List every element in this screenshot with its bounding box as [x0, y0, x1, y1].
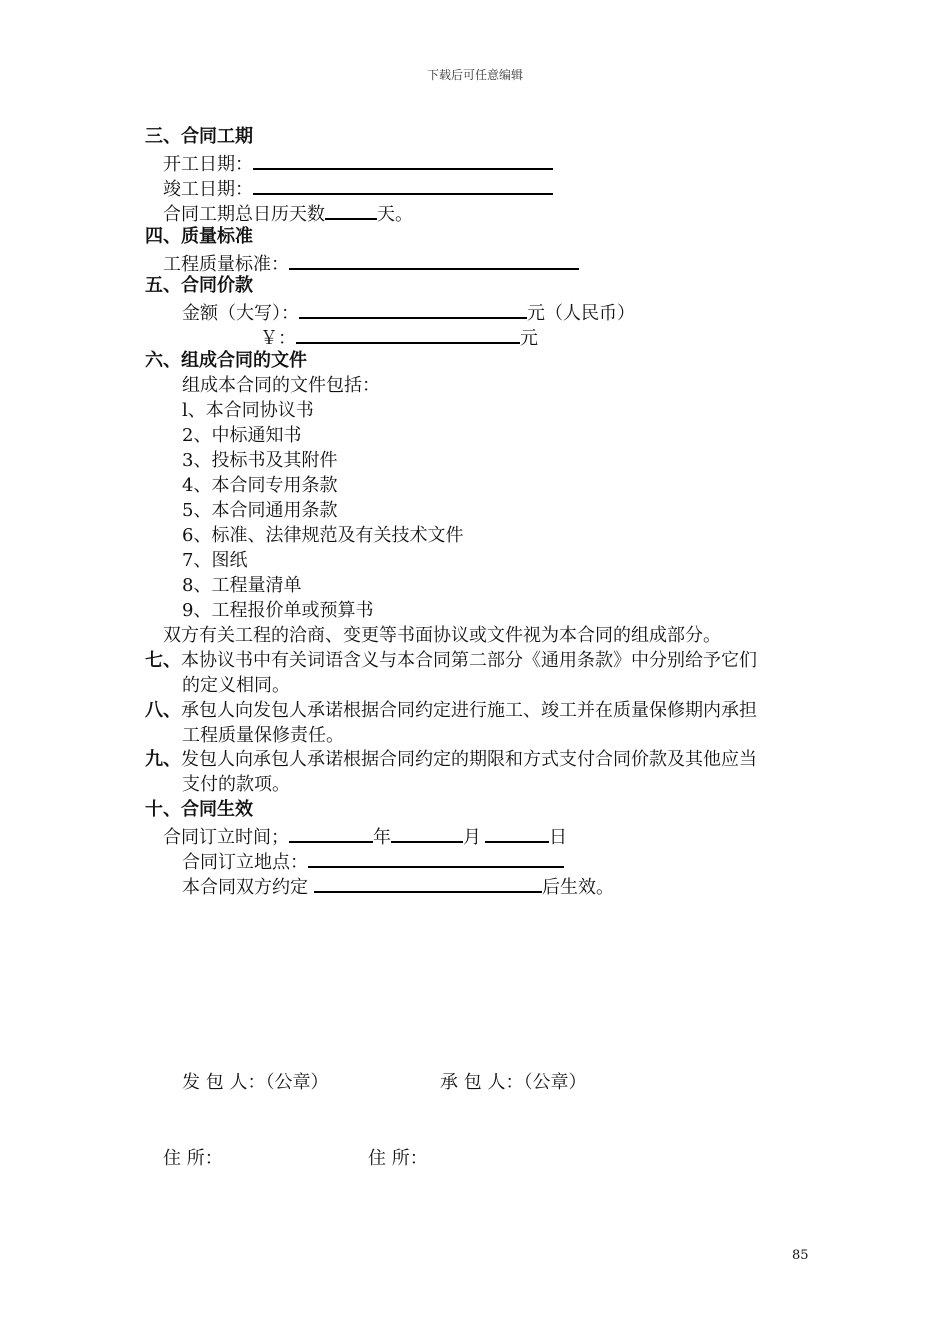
contractor-seal: 承 包 人：（公章）: [440, 1072, 587, 1093]
effective-row: [182, 873, 614, 900]
total-days-blank[interactable]: [325, 200, 377, 220]
sign-date-label: 合同订立时间；: [163, 827, 289, 848]
header-note: 下载后可任意编辑: [426, 68, 523, 82]
document-item: 7、图纸: [182, 550, 248, 571]
effective-label: 本合同双方约定: [182, 877, 308, 898]
sign-place-row: [182, 848, 564, 875]
section-9-text: 发包人向承包人承诺根据合同约定的期限和方式支付合同价款及其他应当: [181, 749, 757, 770]
section-7-number: 七、: [145, 650, 181, 671]
section-6-title: 六、组成合同的文件: [145, 350, 307, 371]
section-8-line2: 工程质量保修责任。: [182, 725, 344, 746]
employer-seal: 发 包 人：（公章）: [182, 1072, 329, 1093]
end-date-row: [163, 175, 553, 202]
end-date-label: 竣工日期：: [163, 179, 253, 200]
section-8-text: 承包人向发包人承诺根据合同约定进行施工、竣工并在质量保修期内承担: [181, 700, 757, 721]
sign-month-blank[interactable]: [391, 823, 463, 843]
end-date-blank[interactable]: [253, 175, 553, 195]
sign-day-blank[interactable]: [485, 823, 549, 843]
section-5-title: 五、合同价款: [145, 275, 253, 296]
quality-standard-label: 工程质量标准：: [163, 254, 289, 275]
contractor-address-label: 住 所：: [368, 1148, 428, 1169]
sign-place-blank[interactable]: [308, 848, 564, 868]
employer-address-label: 住 所：: [163, 1148, 223, 1169]
section-9-number: 九、: [145, 749, 181, 770]
section-4-title: 四、质量标准: [145, 226, 253, 247]
total-days-row: [163, 200, 413, 227]
documents-note: 双方有关工程的洽商、变更等书面协议或文件视为本合同的组成部分。: [163, 625, 721, 646]
total-days-suffix: 天。: [377, 204, 413, 225]
sign-date-row: [163, 823, 567, 850]
year-label: 年: [373, 827, 391, 848]
effective-suffix: 后生效。: [542, 877, 614, 898]
yen-unit: 元: [520, 328, 538, 349]
sign-place-label: 合同订立地点：: [182, 852, 308, 873]
section-7-line2: 的定义相同。: [182, 675, 290, 696]
documents-intro: 组成本合同的文件包括：: [182, 375, 380, 396]
document-item: 4、本合同专用条款: [182, 475, 338, 496]
quality-standard-blank[interactable]: [289, 250, 579, 270]
document-item: 3、投标书及其附件: [182, 450, 338, 471]
start-date-blank[interactable]: [253, 150, 553, 170]
document-item: 2、中标通知书: [182, 425, 302, 446]
section-9-line2: 支付的款项。: [182, 774, 290, 795]
amount-figures-blank[interactable]: [296, 324, 520, 344]
month-label: 月: [463, 827, 481, 848]
section-7-line1: [145, 649, 757, 673]
total-days-label: 合同工期总日历天数: [163, 204, 325, 225]
document-item: 5、本合同通用条款: [182, 500, 338, 521]
section-10-title: 十、合同生效: [145, 799, 253, 820]
document-item: 6、标准、法律规范及有关技术文件: [182, 525, 464, 546]
section-3-title: 三、合同工期: [145, 126, 253, 147]
amount-words-row: [182, 299, 635, 326]
amount-words-blank[interactable]: [299, 299, 527, 319]
document-item: 9、工程报价单或预算书: [182, 600, 374, 621]
section-8-number: 八、: [145, 700, 181, 721]
page-number: 85: [792, 1248, 809, 1263]
section-9-line1: [145, 748, 757, 772]
start-date-label: 开工日期：: [163, 154, 253, 175]
document-item: 8、工程量清单: [182, 575, 302, 596]
section-7-text: 本协议书中有关词语含义与本合同第二部分《通用条款》中分别给予它们: [181, 650, 757, 671]
amount-words-unit: 元（人民币）: [527, 303, 635, 324]
quality-standard-row: [163, 250, 579, 277]
section-8-line1: [145, 699, 757, 723]
sign-year-blank[interactable]: [289, 823, 373, 843]
start-date-row: [163, 150, 553, 177]
amount-words-label: 金额（大写）：: [182, 303, 299, 324]
effective-condition-blank[interactable]: [314, 873, 542, 893]
document-item: l、本合同协议书: [182, 400, 314, 421]
day-label: 日: [549, 827, 567, 848]
amount-figures-row: [260, 324, 538, 351]
yen-label: ￥：: [260, 328, 296, 349]
